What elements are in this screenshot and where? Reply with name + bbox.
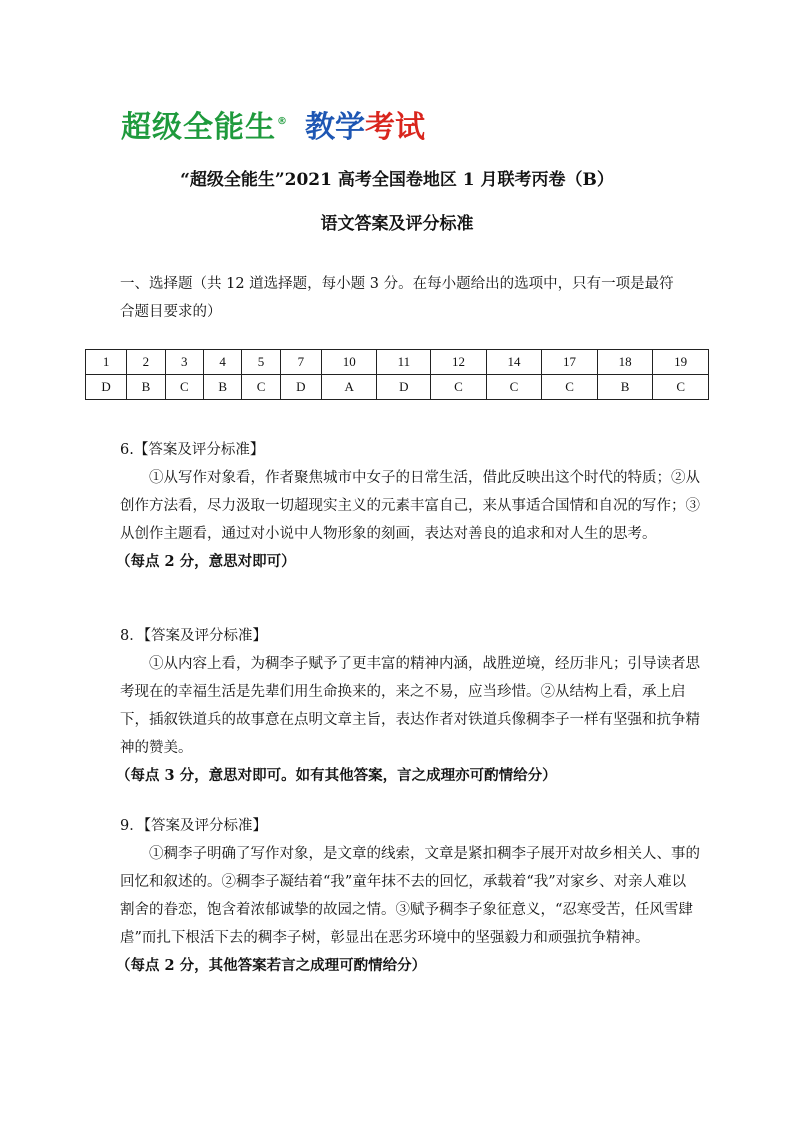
q8-body: ①从内容上看，为稠李子赋予了更丰富的精神内涵，战胜逆境，经历非凡；引导读者思考现在的幸福生活是先辈们用生命换来的，来之不易，应当珍惜。②从结构上看，承上启下，插叙铁道兵的故事意在点明文章主旨，表达作者对铁道兵像稠李子一样有坚强和抗争精神的赞美。: [120, 656, 700, 756]
answer-cell: C: [165, 375, 203, 400]
question-number-cell: 4: [203, 350, 241, 375]
q9-scoring-note: （每点 2 分，其他答案若言之成理可酌情给分）: [116, 957, 427, 974]
answer-cell: D: [280, 375, 321, 400]
answer-cell: C: [653, 375, 709, 400]
question-number-cell: 19: [653, 350, 709, 375]
q8-scoring-note: （每点 3 分，意思对即可。如有其他答案，言之成理亦可酌情给分）: [116, 767, 557, 784]
logo-sub-exam: 考试: [365, 110, 425, 145]
answer-block-q8: [116, 622, 700, 790]
logo: [121, 110, 425, 146]
q8-heading: 8．【答案及评分标准】: [120, 628, 267, 644]
page-title: “超级全能生”2021 高考全国卷地区 1 月联考丙卷（B）: [180, 170, 614, 190]
answer-cell: C: [486, 375, 542, 400]
answer-cell: B: [597, 375, 653, 400]
page-subtitle: 语文答案及评分标准: [320, 214, 474, 234]
q6-body: ①从写作对象看，作者聚焦城市中女子的日常生活，借此反映出这个时代的特质；②从创作方法看，尽力汲取一切超现实主义的元素丰富自己，来从事适合国情和自况的写作；③从创作主题看，通过对小说中人物形象的刻画，表达对善良的追求和对人生的思考。: [120, 470, 700, 542]
question-number-row: [86, 350, 709, 375]
answer-cell: C: [431, 375, 487, 400]
question-number-cell: 12: [431, 350, 487, 375]
question-number-cell: 10: [321, 350, 377, 375]
question-number-cell: 11: [377, 350, 431, 375]
answer-cell: D: [377, 375, 431, 400]
registered-mark: ®: [277, 116, 287, 127]
q6-scoring-note: （每点 2 分，意思对即可）: [116, 553, 296, 570]
answer-cell: A: [321, 375, 377, 400]
answer-cell: B: [127, 375, 165, 400]
answer-row: [86, 375, 709, 400]
q9-body: ①稠李子明确了写作对象，是文章的线索，文章是紧扣稠李子展开对故乡相关人、事的回忆和叙述的。②稠李子凝结着“我”童年抹不去的回忆，承载着“我”对家乡、对亲人难以割舍的眷恋，饱含着浓郁诚挚的故园之情。③赋予稠李子象征意义，“忍寒受苦，任风雪肆虐”而扎下根活下去的稠李子树，彰显出在恶劣环境中的坚强毅力和顽强抗争精神。: [120, 846, 700, 946]
answer-cell: D: [86, 375, 127, 400]
question-number-cell: 17: [542, 350, 598, 375]
question-number-cell: 1: [86, 350, 127, 375]
answer-table: [85, 349, 709, 400]
question-number-cell: 5: [242, 350, 280, 375]
answer-block-q9: [116, 812, 700, 980]
answer-block-q6: [116, 436, 700, 576]
question-number-cell: 14: [486, 350, 542, 375]
question-number-cell: 2: [127, 350, 165, 375]
logo-brand: 超级全能生: [121, 110, 276, 145]
answer-cell: C: [542, 375, 598, 400]
question-number-cell: 3: [165, 350, 203, 375]
logo-sub-teaching: 教学: [305, 110, 365, 145]
section-intro: 一、选择题（共 12 道选择题，每小题 3 分。在每小题给出的选项中，只有一项是最符合题目要求的）: [120, 276, 674, 320]
q6-heading: 6.【答案及评分标准】: [120, 442, 265, 458]
q9-heading: 9．【答案及评分标准】: [120, 818, 267, 834]
answer-cell: B: [203, 375, 241, 400]
answer-cell: C: [242, 375, 280, 400]
question-number-cell: 7: [280, 350, 321, 375]
question-number-cell: 18: [597, 350, 653, 375]
